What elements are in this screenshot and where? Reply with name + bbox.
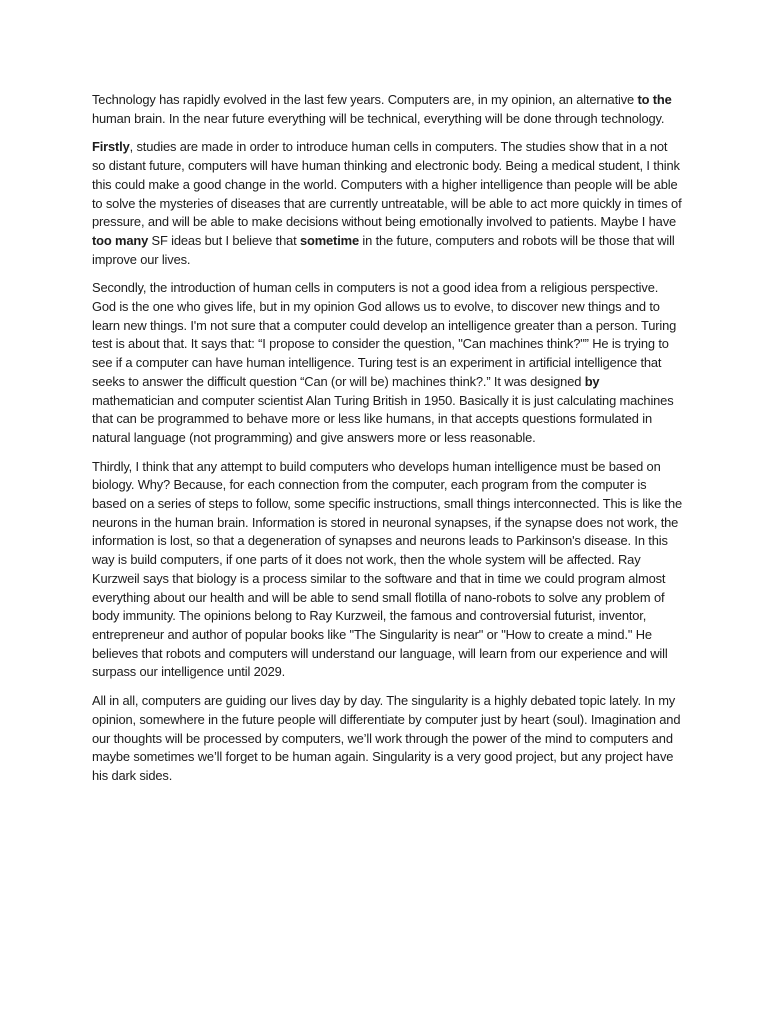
bold-text-run: Firstly bbox=[92, 139, 130, 155]
text-run: , studies are made in order to introduce human cells in computers. The studies show that in a not so distant future, computers will have human thinking and electronic body. Being a medical student, I think this could make a good change in the world. Computers with a higher intelligence than people will be able to solve the mysteries of diseases that are currently untreatable, will be able to act more quickly in times of pressure, and will be able to make decisions without being emotionally involved to patients. Maybe I have bbox=[92, 139, 682, 230]
paragraph-secondly bbox=[92, 279, 684, 447]
text-run: Secondly, the introduction of human cells in computers is not a good idea from a religious perspective. God is the one who gives life, but in my opinion God allows us to evolve, to discover new things and to learn new things. I'm not sure that a computer could develop an intelligence greater than a person. Turing test is about that. It says that: “I propose to consider the question, "Can machines think?"” He is trying to see if a computer can have human intelligence. Turing test is an experiment in artificial intelligence that seeks to answer the difficult question “Can (or will be) machines think?.” It was designed bbox=[92, 280, 677, 389]
text-run: mathematician and computer scientist Alan Turing British in 1950. Basically it is just calculating machines that can be programmed to behave more or less like humans, in that accepts questions formulated in natural language (not programming) and give answers more or less reasonable. bbox=[92, 392, 674, 445]
bold-text-run: to the bbox=[637, 92, 672, 107]
text-run: Technology has rapidly evolved in the last few years. Computers are, in my opinion, an alternative bbox=[92, 92, 638, 107]
paragraph-thirdly bbox=[92, 458, 684, 682]
document-page bbox=[92, 91, 684, 796]
paragraph-firstly bbox=[92, 138, 684, 269]
text-run: in the future, computers and robots will be those that will improve our lives. bbox=[92, 232, 675, 267]
paragraph-conclusion bbox=[92, 692, 684, 786]
bold-text-run: by bbox=[584, 373, 600, 389]
text-run: human brain. In the near future everything will be technical, everything will be done through technology. bbox=[92, 110, 665, 126]
text-run: Thirdly, I think that any attempt to build computers who develops human intelligence must be based on biology. Why? Because, for each connection from the computer, each program from the computer is based on a series of steps to follow, some specific instructions, small things interconnected. This is like the neurons in the human brain. Information is stored in neuronal synapses, if the synapse does not work, the information is lost, so that a degeneration of synapses and neurons leads to Parkinson's disease. In this way is build computers, if one parts of it does not work, then the whole system will be affected. Ray Kurzweil says that biology is a process similar to the software and that in time we could program almost everything about our health and will be able to send small flotilla of nano-robots to solve any problem of body immunity. The opinions belong to Ray Kurzweil, the famous and controversial futurist, inventor, entrepreneur and author of popular books like "The Singularity is near" or "How to create a mind." He believes that robots and computers will understand our language, will learn from our experience and will surpass our intelligence until 2029. bbox=[92, 458, 682, 680]
bold-text-run: too many bbox=[92, 232, 149, 248]
text-run: SF ideas but I believe that bbox=[148, 232, 300, 248]
paragraph-intro bbox=[92, 91, 684, 128]
bold-text-run: sometime bbox=[299, 232, 359, 248]
text-run: All in all, computers are guiding our lives day by day. The singularity is a highly debated topic lately. In my opinion, somewhere in the future people will differentiate by computer just by heart (soul). Imagination and our thoughts will be processed by computers, we’ll work through the power of the mind to computers and maybe sometimes we’ll forget to be human again. Singularity is a very good project, but any project have his dark sides. bbox=[92, 693, 681, 783]
